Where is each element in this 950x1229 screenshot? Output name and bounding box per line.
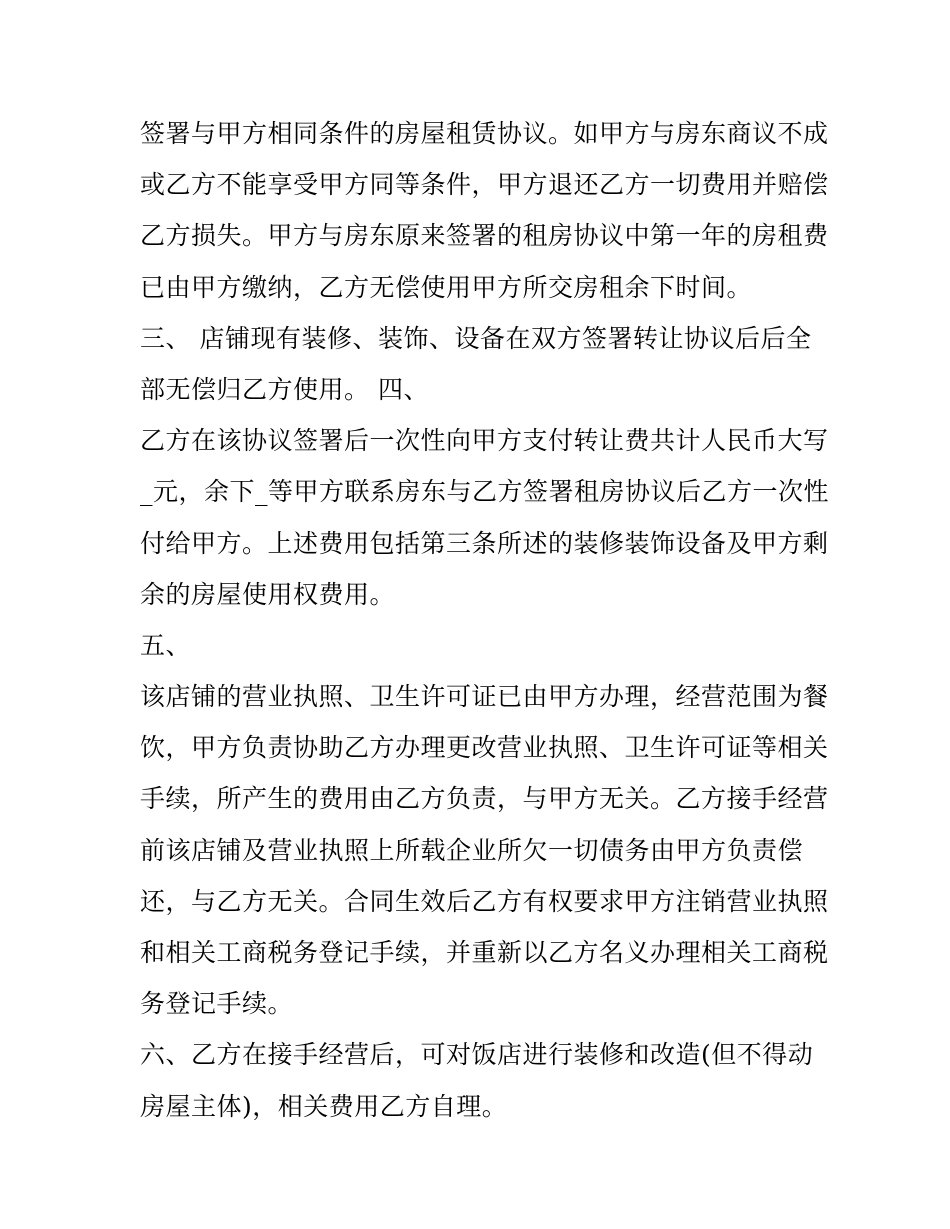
text-line: _元，余下_等甲方联系房东与乙方签署租房协议后乙方一次性	[140, 477, 830, 507]
text-line: 还，与乙方无关。合同生效后乙方有权要求甲方注销营业执照	[140, 886, 829, 916]
text-line: 或乙方不能享受甲方同等条件，甲方退还乙方一切费用并赔偿	[140, 170, 829, 200]
clause-five-line: 该店铺的营业执照、卫生许可证已由甲方办理，经营范围为餐	[140, 682, 829, 712]
text-line: 和相关工商税务登记手续，并重新以乙方名义办理相关工商税	[140, 938, 829, 967]
text-line: 已由甲方缴纳，乙方无偿使用甲方所交房租余下时间。	[140, 272, 753, 302]
text-line: 签署与甲方相同条件的房屋租赁协议。如甲方与房东商议不成	[140, 119, 829, 148]
text-line: 房屋主体)，相关费用乙方自理。	[140, 1091, 508, 1121]
text-line: 部无偿归乙方使用。 四、	[140, 374, 429, 404]
text-line: 前该店铺及营业执照上所载企业所欠一切债务由甲方负责偿	[140, 835, 804, 865]
text-line: 务登记手续。	[140, 989, 294, 1019]
text-line: 余的房屋使用权费用。	[140, 579, 396, 609]
clause-six-line: 六、乙方在接手经营后，可对饭店进行装修和改造(但不得动	[140, 1040, 814, 1070]
text-line: 乙方损失。甲方与房东原来签署的租房协议中第一年的房租费	[140, 221, 829, 251]
clause-five-heading: 五、	[140, 630, 192, 660]
text-line: 手续，所产生的费用由乙方负责，与甲方无关。乙方接手经营	[140, 784, 829, 814]
text-line: 饮，甲方负责协助乙方办理更改营业执照、卫生许可证等相关	[140, 733, 829, 763]
clause-four-line: 乙方在该协议签署后一次性向甲方支付转让费共计人民币大写	[140, 426, 829, 456]
clause-three-line: 三、 店铺现有装修、装饰、设备在双方签署转让协议后后全	[140, 323, 812, 353]
contract-text-body	[140, 108, 830, 1132]
text-line: 付给甲方。上述费用包括第三条所述的装修装饰设备及甲方剩	[140, 528, 829, 558]
